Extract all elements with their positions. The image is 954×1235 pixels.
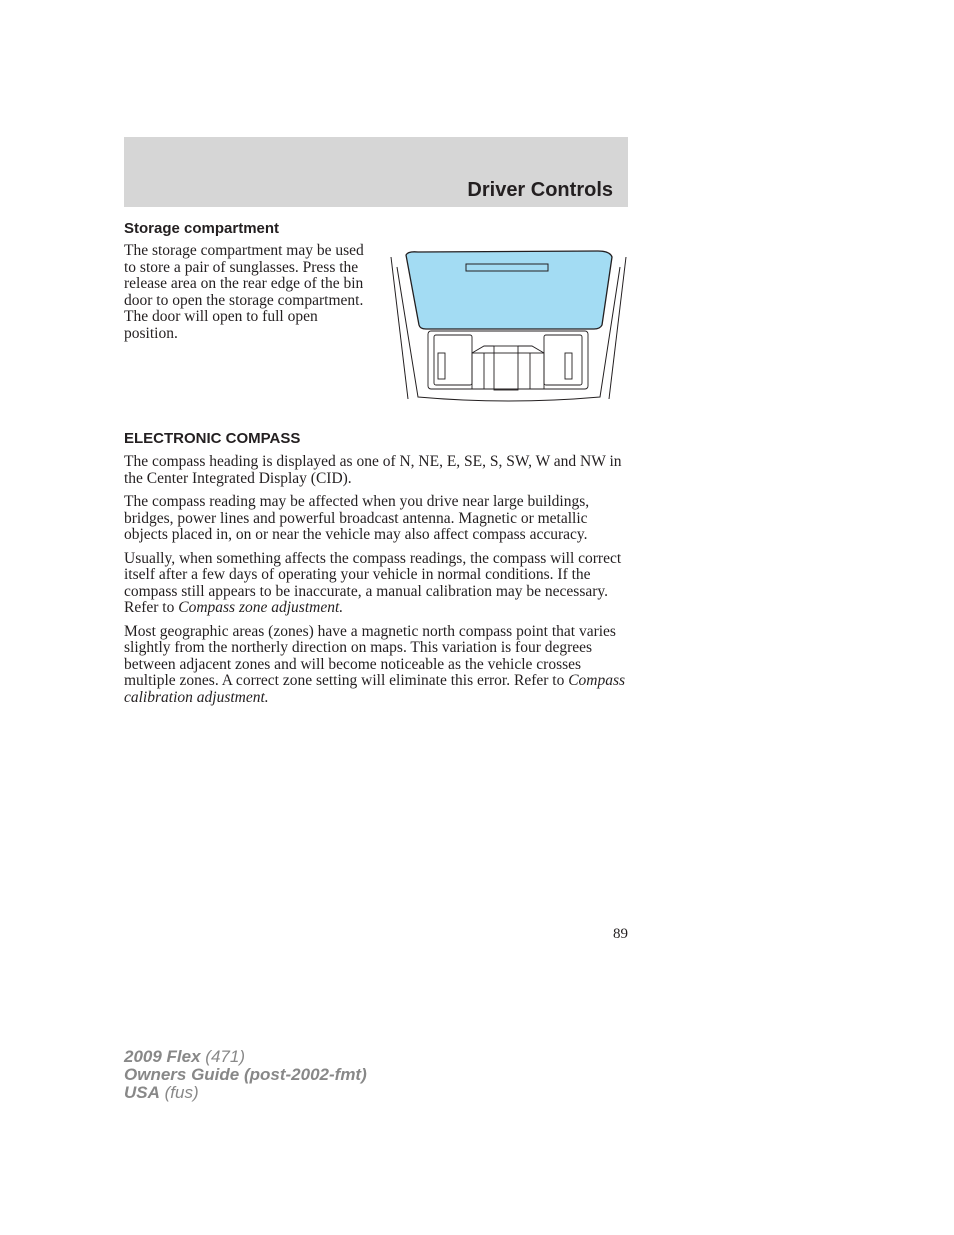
storage-compartment-illustration <box>388 247 630 407</box>
footer-region-code: (fus) <box>164 1083 199 1102</box>
footer-region: USA <box>124 1083 160 1102</box>
compass-paragraph-4 <box>124 624 630 707</box>
storage-heading: Storage compartment <box>124 220 280 237</box>
storage-text: The storage compartment may be used to store a pair of sunglasses. Press the release area on the rear edge of the bin door to open the storage compartment. The door will open to full open position. <box>124 242 364 342</box>
compass-paragraph-4-text: Most geographic areas (zones) have a magnetic north compass point that varies slightly from the northerly direction on maps. This variation is four degrees between adjacent zones and will become noticeable as the vehicle crosses multiple zones. A correct zone setting will eliminate this error. Refer to <box>124 622 616 689</box>
compass-paragraph-1: The compass heading is displayed as one of N, NE, E, SE, S, SW, W and NW in the Center Integrated Display (CID). <box>124 453 622 487</box>
footer-line-3 <box>124 1084 367 1102</box>
storage-bin-door <box>406 251 612 329</box>
footer-model-code: (471) <box>205 1047 245 1066</box>
release-area <box>466 264 548 271</box>
compass-paragraph-3 <box>124 551 630 617</box>
page-title: Driver Controls <box>467 179 613 201</box>
compass-paragraph-2: The compass reading may be affected when you drive near large buildings, bridges, power lines and powerful broadcast antenna. Magnetic or metallic objects placed in, on or near the vehicle may also affect compass accuracy. <box>124 493 590 543</box>
compass-heading: ELECTRONIC COMPASS <box>124 430 301 447</box>
footer <box>124 1048 367 1102</box>
compass-paragraph-3-text: Usually, when something affects the compass readings, the compass will correct itself after a few days of operating your vehicle in normal conditions. If the compass still appears to be inaccurate, a manual calibration may be necessary. Refer to <box>124 549 622 616</box>
footer-guide: Owners Guide (post-2002-fmt) <box>124 1065 367 1084</box>
footer-line-1 <box>124 1048 367 1066</box>
header-band <box>124 137 628 207</box>
footer-model: 2009 Flex <box>124 1047 201 1066</box>
compass-zone-adjustment-ref: Compass zone adjustment. <box>178 599 344 616</box>
compass-calibration-adjustment-ref: Compass calibration adjustment. <box>124 672 626 706</box>
compass-body <box>124 454 630 713</box>
footer-line-2 <box>124 1066 367 1084</box>
page-number: 89 <box>613 926 628 942</box>
